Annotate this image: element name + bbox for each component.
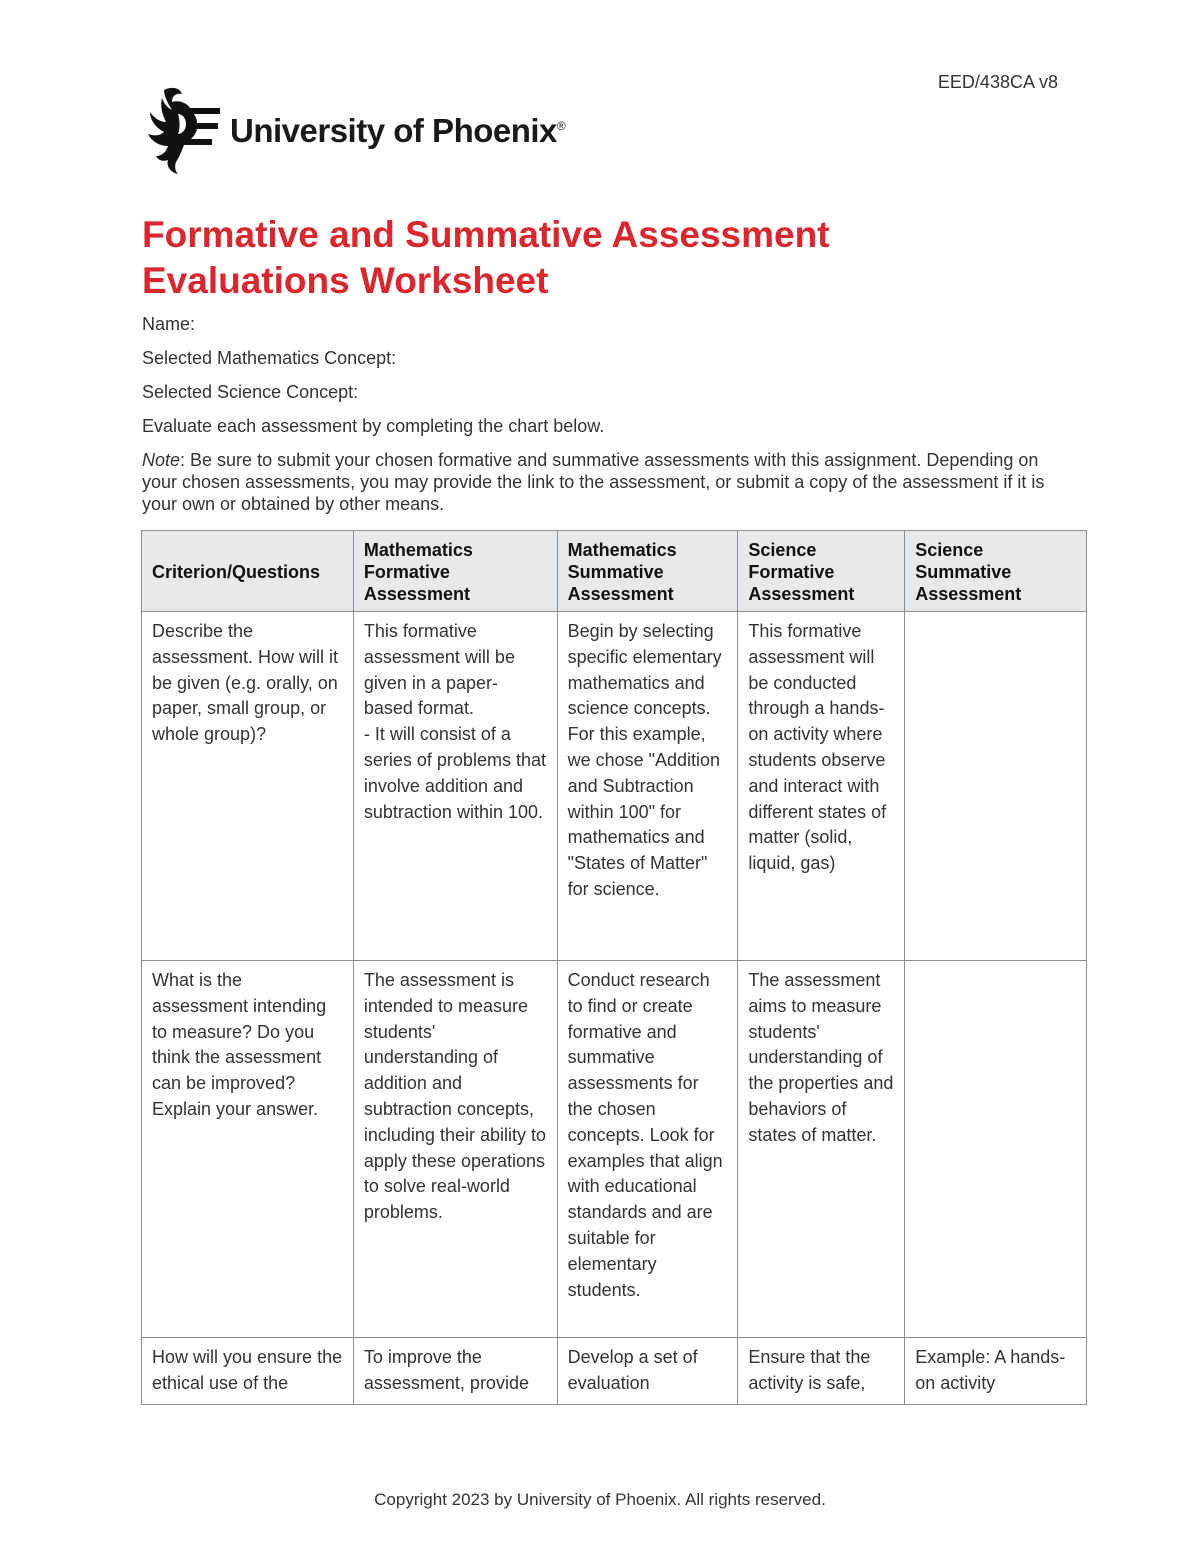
title-line-1: Formative and Summative Assessment [142, 214, 830, 255]
table-cell-question: How will you ensure the ethical use of the [142, 1338, 354, 1405]
header-criterion: Criterion/Questions [142, 531, 354, 612]
worksheet-fields [142, 313, 1072, 527]
page-title [142, 212, 1042, 304]
science-concept-label: Selected Science Concept: [142, 382, 359, 402]
table-cell[interactable]: Ensure that the activity is safe, [738, 1338, 905, 1405]
table-cell[interactable]: Example: A hands-on activity [905, 1338, 1087, 1405]
instruction-text: Evaluate each assessment by completing the chart below. [142, 416, 605, 436]
table-row [142, 961, 1087, 1338]
table-cell[interactable]: Develop a set of evaluation [557, 1338, 738, 1405]
title-line-2: Evaluations Worksheet [142, 260, 549, 301]
table-cell[interactable]: Begin by selecting specific elementary mathematics and science concepts. For this example, we chose "Addition and Subtraction within 100" for mathematics and "States of Matter" for science. [557, 612, 738, 961]
table-row [142, 612, 1087, 961]
header-math-formative: Mathematics Formative Assessment [353, 531, 557, 612]
table-cell[interactable]: This formative assessment will be given in a paper-based format. - It will consist of a series of problems that involve addition and subtraction within 100. [353, 612, 557, 961]
course-code: EED/438CA v8 [937, 72, 1058, 92]
table-cell[interactable]: The assessment aims to measure students' understanding of the properties and behaviors of states of matter. [738, 961, 905, 1338]
header-math-summative: Mathematics Summative Assessment [557, 531, 738, 612]
note-body: : Be sure to submit your chosen formative and summative assessments with this assignment. Depending on your chosen assessments, you may provide the link to the assessment, or submit a copy of the assessment if it is your own or obtained by other means. [142, 450, 1045, 514]
assessment-table [141, 530, 1087, 1405]
table-cell[interactable] [905, 612, 1087, 961]
table-cell[interactable]: Conduct research to find or create formative and summative assessments for the chosen concepts. Look for examples that align with educational standards and are suitable for elementary students. [557, 961, 738, 1338]
math-concept-label: Selected Mathematics Concept: [142, 348, 397, 368]
table-row [142, 1338, 1087, 1405]
table-cell-question: What is the assessment intending to measure? Do you think the assessment can be improved? Explain your answer. [142, 961, 354, 1338]
table-cell[interactable]: To improve the assessment, provide [353, 1338, 557, 1405]
logo-wordmark: University of Phoenix® [230, 112, 566, 149]
phoenix-bird-icon [142, 84, 224, 176]
header-science-formative: Science Formative Assessment [738, 531, 905, 612]
table-cell[interactable] [905, 961, 1087, 1338]
table-cell[interactable]: This formative assessment will be conducted through a hands-on activity where students observe and interact with different states of matter (solid, liquid, gas) [738, 612, 905, 961]
table-cell[interactable]: The assessment is intended to measure students' understanding of addition and subtraction concepts, including their ability to apply these operations to solve real-world problems. [353, 961, 557, 1338]
name-field-label: Name: [142, 314, 196, 334]
note-label: Note [142, 450, 181, 470]
table-header-row [142, 531, 1087, 612]
university-logo [142, 84, 565, 176]
table-cell-question: Describe the assessment. How will it be given (e.g. orally, on paper, small group, or whole group)? [142, 612, 354, 961]
header-science-summative: Science Summative Assessment [905, 531, 1087, 612]
copyright-footer: Copyright 2023 by University of Phoenix. All rights reserved. [374, 1490, 826, 1509]
note-text [142, 449, 1072, 515]
